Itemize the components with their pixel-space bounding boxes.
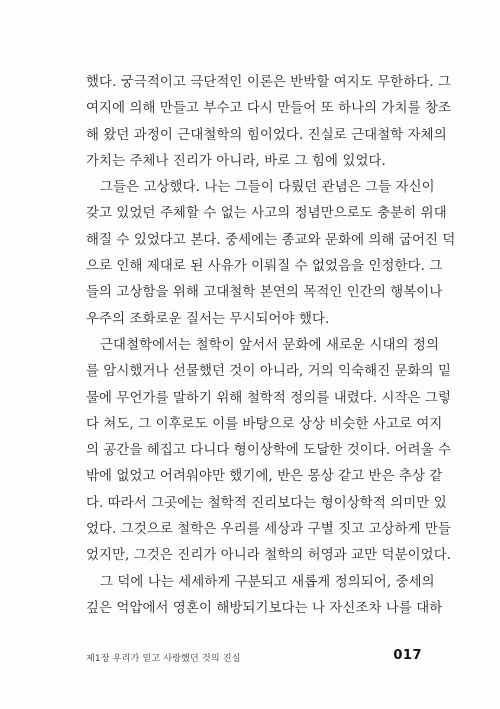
text-line: 들의 고상함을 위해 고대철학 본연의 목적인 인간의 행복이나	[86, 285, 443, 301]
text-line: 갖고 있었던 주체할 수 없는 사고의 정념만으로도 충분히 위대	[86, 206, 447, 222]
page-number: 017	[393, 648, 422, 663]
text-line: 근대철학에서는 철학이 앞서서 문화에 새로운 시대의 정의	[100, 337, 439, 353]
text-line: 가치는 주체나 진리가 아니라, 바로 그 힘에 있었다.	[86, 153, 386, 169]
text-line: 물에 무언가를 말하기 위해 철학적 정의를 내렸다. 시작은 그렇	[86, 390, 452, 406]
paragraph-3	[86, 333, 452, 570]
body-text	[86, 70, 456, 622]
text-line: 었다. 그것으로 철학은 우리를 세상과 구별 짓고 고상하게 만들	[86, 522, 452, 538]
text-line: 의 공간을 헤집고 다니다 형이상학에 도달한 것이다. 어려울 수	[86, 443, 452, 459]
paragraph-2	[86, 175, 456, 333]
text-line: 그들은 고상했다. 나는 그들이 다뤘던 관념은 그들 자신이	[100, 180, 435, 196]
text-line: 했다. 궁극적이고 극단적인 이론은 반박할 여지도 무한하다. 그	[86, 75, 452, 90]
paragraph-1	[86, 70, 452, 175]
text-line: 그 덕에 나는 세세하게 구분되고 새롭게 정의되어, 중세의	[100, 574, 435, 590]
text-line: 다 쳐도, 그 이후로도 이를 바탕으로 상상 비슷한 사고로 여지	[86, 416, 443, 432]
text-line: 우주의 조화로운 질서는 무시되어야 했다.	[86, 311, 330, 327]
text-line: 해 왔던 과정이 근대철학의 힘이었다. 진실로 근대철학 자체의	[86, 127, 447, 143]
text-line: 를 암시했거나 선물했던 것이 아니라, 거의 익숙해진 문화의 밑	[86, 364, 452, 380]
text-line: 으로 인해 제대로 된 사유가 이뤄질 수 없었음을 인정한다. 그	[86, 259, 443, 275]
running-footer-chapter-title: 제1장 우리가 믿고 사랑했던 것의 진실	[86, 654, 241, 664]
text-line: 여지에 의해 만들고 부수고 다시 만들어 또 하나의 가치를 창조	[86, 101, 452, 117]
text-line: 밖에 없었고 어려워야만 했기에, 반은 몽상 같고 반은 추상 같	[86, 469, 443, 485]
text-line: 었지만, 그것은 진리가 아니라 철학의 허영과 교만 덕분이었다.	[86, 548, 452, 564]
text-line: 깊은 억압에서 영혼이 해방되기보다는 나 자신조차 나를 대하	[86, 600, 443, 616]
paragraph-4	[86, 570, 443, 623]
text-line: 해질 수 있었다고 본다. 중세에는 종교와 문화에 의해 굽어진 덕	[86, 232, 456, 248]
text-line: 다. 따라서 그곳에는 철학적 진리보다는 형이상학적 의미만 있	[86, 495, 447, 511]
page-footer	[86, 648, 422, 668]
